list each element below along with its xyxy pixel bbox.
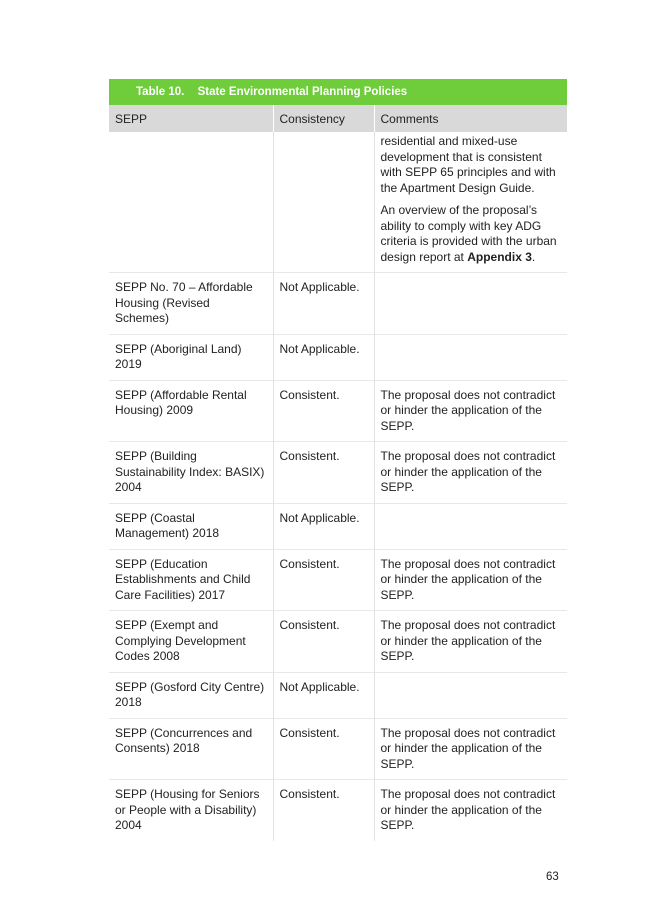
cell-consistency: Consistent. xyxy=(273,549,374,611)
cell-sepp: SEPP No. 70 – Affordable Housing (Revised Schemes) xyxy=(109,273,273,335)
header-consistency: Consistency xyxy=(273,105,374,132)
table-header-row xyxy=(109,105,567,132)
cell-comment xyxy=(374,273,567,335)
cell-consistency: Consistent. xyxy=(273,380,374,442)
table-row xyxy=(109,549,567,611)
cell-comment: The proposal does not contradict or hinder the application of the SEPP. xyxy=(374,611,567,673)
cell-sepp: SEPP (Building Sustainability Index: BASIX) 2004 xyxy=(109,442,273,504)
cell-consistency: Not Applicable. xyxy=(273,334,374,380)
comment-text-end: . xyxy=(531,249,536,264)
cell-consistency: Not Applicable. xyxy=(273,672,374,718)
table-row xyxy=(109,780,567,841)
cell-consistency: Consistent. xyxy=(273,442,374,504)
header-sepp: SEPP xyxy=(109,105,273,132)
cell-comment xyxy=(374,334,567,380)
cell-sepp: SEPP (Gosford City Centre) 2018 xyxy=(109,672,273,718)
table-caption xyxy=(109,79,567,105)
cell-comment: The proposal does not contradict or hinder the application of the SEPP. xyxy=(374,442,567,504)
table-row xyxy=(109,672,567,718)
comment-paragraph xyxy=(381,203,562,265)
table-caption-number: Table 10. xyxy=(136,86,185,98)
comment-paragraph: residential and mixed-use development that is consistent with SEPP 65 principles and with the Apartment Design Guide. xyxy=(380,134,556,195)
cell-comment: The proposal does not contradict or hinder the application of the SEPP. xyxy=(374,780,567,841)
cell-consistency: Consistent. xyxy=(273,611,374,673)
table-row xyxy=(109,718,567,780)
cell-comment xyxy=(374,132,567,273)
cell-sepp xyxy=(109,132,273,273)
cell-comment: The proposal does not contradict or hinder the application of the SEPP. xyxy=(374,549,567,611)
table-row xyxy=(109,442,567,504)
cell-sepp: SEPP (Affordable Rental Housing) 2009 xyxy=(109,380,273,442)
sepp-table xyxy=(109,105,567,841)
cell-comment: The proposal does not contradict or hinder the application of the SEPP. xyxy=(374,380,567,442)
header-comments: Comments xyxy=(374,105,567,132)
cell-sepp: SEPP (Housing for Seniors or People with a Disability) 2004 xyxy=(115,787,260,832)
sepp-table-container xyxy=(109,79,567,841)
cell-comment xyxy=(374,503,567,549)
cell-sepp: SEPP (Aboriginal Land) 2019 xyxy=(109,334,273,380)
comment-text: An overview of the proposal’s ability to comply with key ADG criteria is provided with the urban design report at xyxy=(380,203,557,264)
cell-consistency: Consistent. xyxy=(273,780,374,841)
cell-consistency: Not Applicable. xyxy=(273,273,374,335)
cell-sepp: SEPP (Education Establishments and Child Care Facilities) 2017 xyxy=(109,549,273,611)
page-number: 63 xyxy=(546,871,559,883)
cell-consistency: Not Applicable. xyxy=(273,503,374,549)
cell-sepp: SEPP (Coastal Management) 2018 xyxy=(109,503,273,549)
cell-consistency: Consistent. xyxy=(273,718,374,780)
table-row xyxy=(109,273,567,335)
cell-sepp: SEPP (Concurrences and Consents) 2018 xyxy=(109,718,273,780)
table-row-continued xyxy=(109,132,567,273)
table-row xyxy=(109,611,567,673)
table-row xyxy=(109,503,567,549)
cell-sepp: SEPP (Exempt and Complying Development Codes 2008 xyxy=(109,611,273,673)
table-row xyxy=(109,380,567,442)
table-row xyxy=(109,334,567,380)
cell-comment xyxy=(374,672,567,718)
cell-comment: The proposal does not contradict or hinder the application of the SEPP. xyxy=(374,718,567,780)
table-caption-title: State Environmental Planning Policies xyxy=(197,86,408,98)
cell-consistency xyxy=(273,132,374,273)
appendix-reference: Appendix 3 xyxy=(467,249,532,264)
